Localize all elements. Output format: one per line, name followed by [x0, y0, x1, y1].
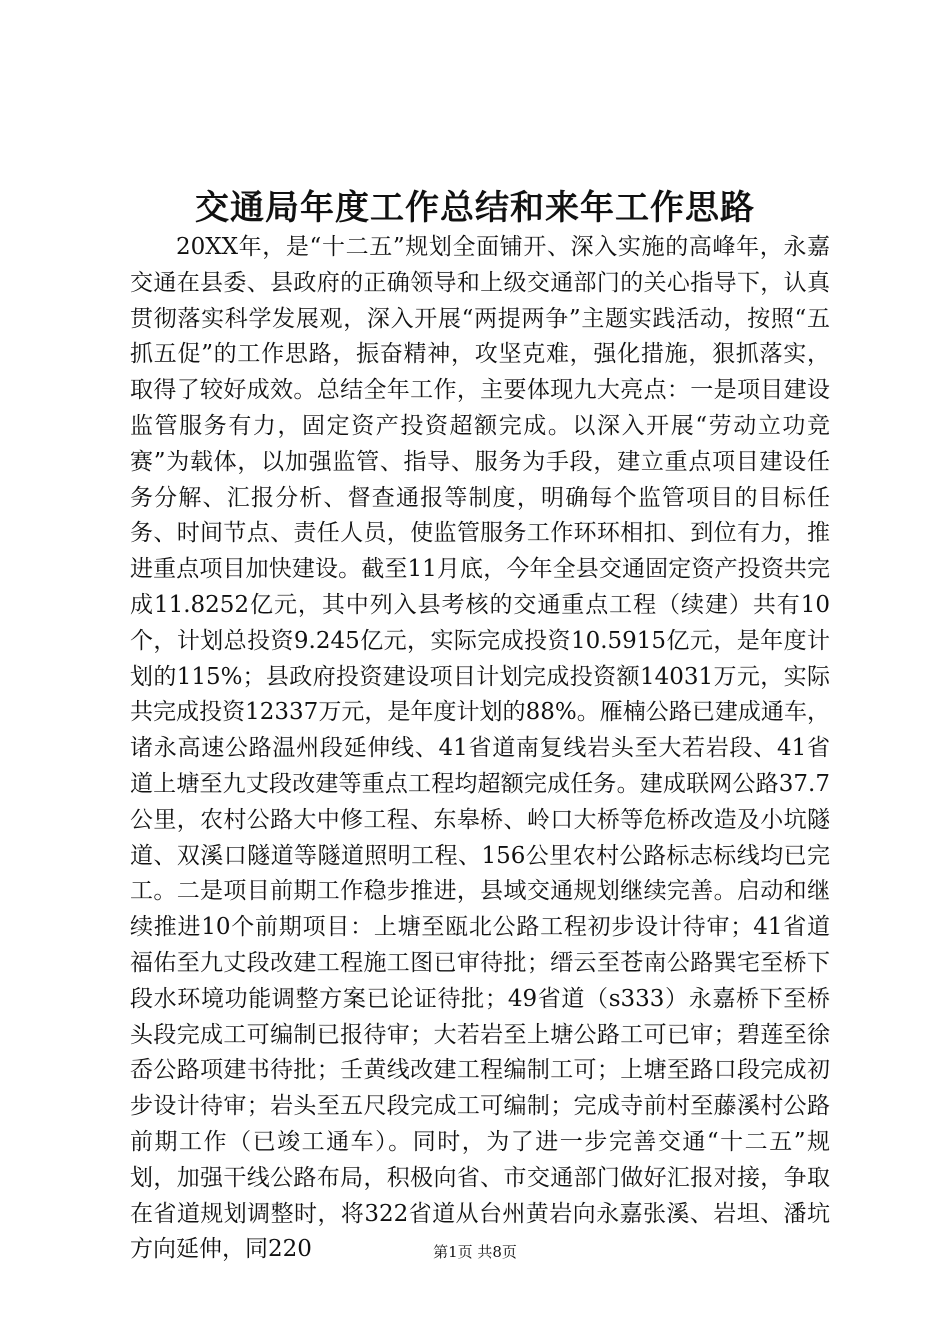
document-title: 交通局年度工作总结和来年工作思路: [195, 188, 755, 228]
body-paragraph: 20XX年，是“十二五”规划全面铺开、深入实施的高峰年，永嘉交通在县委、县政府的正确领导和上级交通部门的关心指导下，认真贯彻落实科学发展观，深入开展“两提两争”主题实践活动，按照“五抓五促”的工作思路，振奋精神，攻坚克难，强化措施，狠抓落实，取得了较好成效。总结全年工作，主要体现九大亮点：一是项目建设监管服务有力，固定资产投资超额完成。以深入开展“劳动立功竞赛”为载体，以加强监管、指导、服务为手段，建立重点项目建设任务分解、汇报分析、督查通报等制度，明确每个监管项目的目标任务、时间节点、责任人员，使监管服务工作环环相扣、到位有力，推进重点项目加快建设。截至11月底，今年全县交通固定资产投资共完成11.8252亿元，其中列入县考核的交通重点工程（续建）共有10个，计划总投资9.245亿元，实际完成投资10.5915亿元，是年度计划的115%；县政府投资建设项目计划完成投资额14031万元，实际共完成投资12337万元，是年度计划的88%。雁楠公路已建成通车，诸永高速公路温州段延伸线、41省道南复线岩头至大若岩段、41省道上塘至九丈段改建等重点工程均超额完成任务。建成联网公路37.7公里，农村公路大中修工程、东皋桥、岭口大桥等危桥改造及小坑隧道、双溪口隧道等隧道照明工程、156公里农村公路标志标线均已完工。二是项目前期工作稳步推进，县域交通规划继续完善。启动和继续推进10个前期项目：上塘至瓯北公路工程初步设计待审；41省道福佑至九丈段改建工程施工图已审待批；缙云至苍南公路巽宅至桥下段水环境功能调整方案已论证待批；49省道（s333）永嘉桥下至桥头段完成工可编制已报待审；大若岩至上塘公路工可已审；碧莲至徐岙公路项建书待批；壬黄线改建工程编制工可；上塘至路口段完成初步设计待审；岩头至五尺段完成工可编制；完成寺前村至藤溪村公路前期工作（已竣工通车）。同时，为了进一步完善交通“十二五”规划，加强干线公路布局，积极向省、市交通部门做好汇报对接，争取在省道规划调整时，将322省道从台州黄岩向永嘉张溪、岩坦、潘坑方向延伸，同220: [130, 234, 830, 1263]
page-footer: 第1页 共8页: [433, 1243, 517, 1261]
